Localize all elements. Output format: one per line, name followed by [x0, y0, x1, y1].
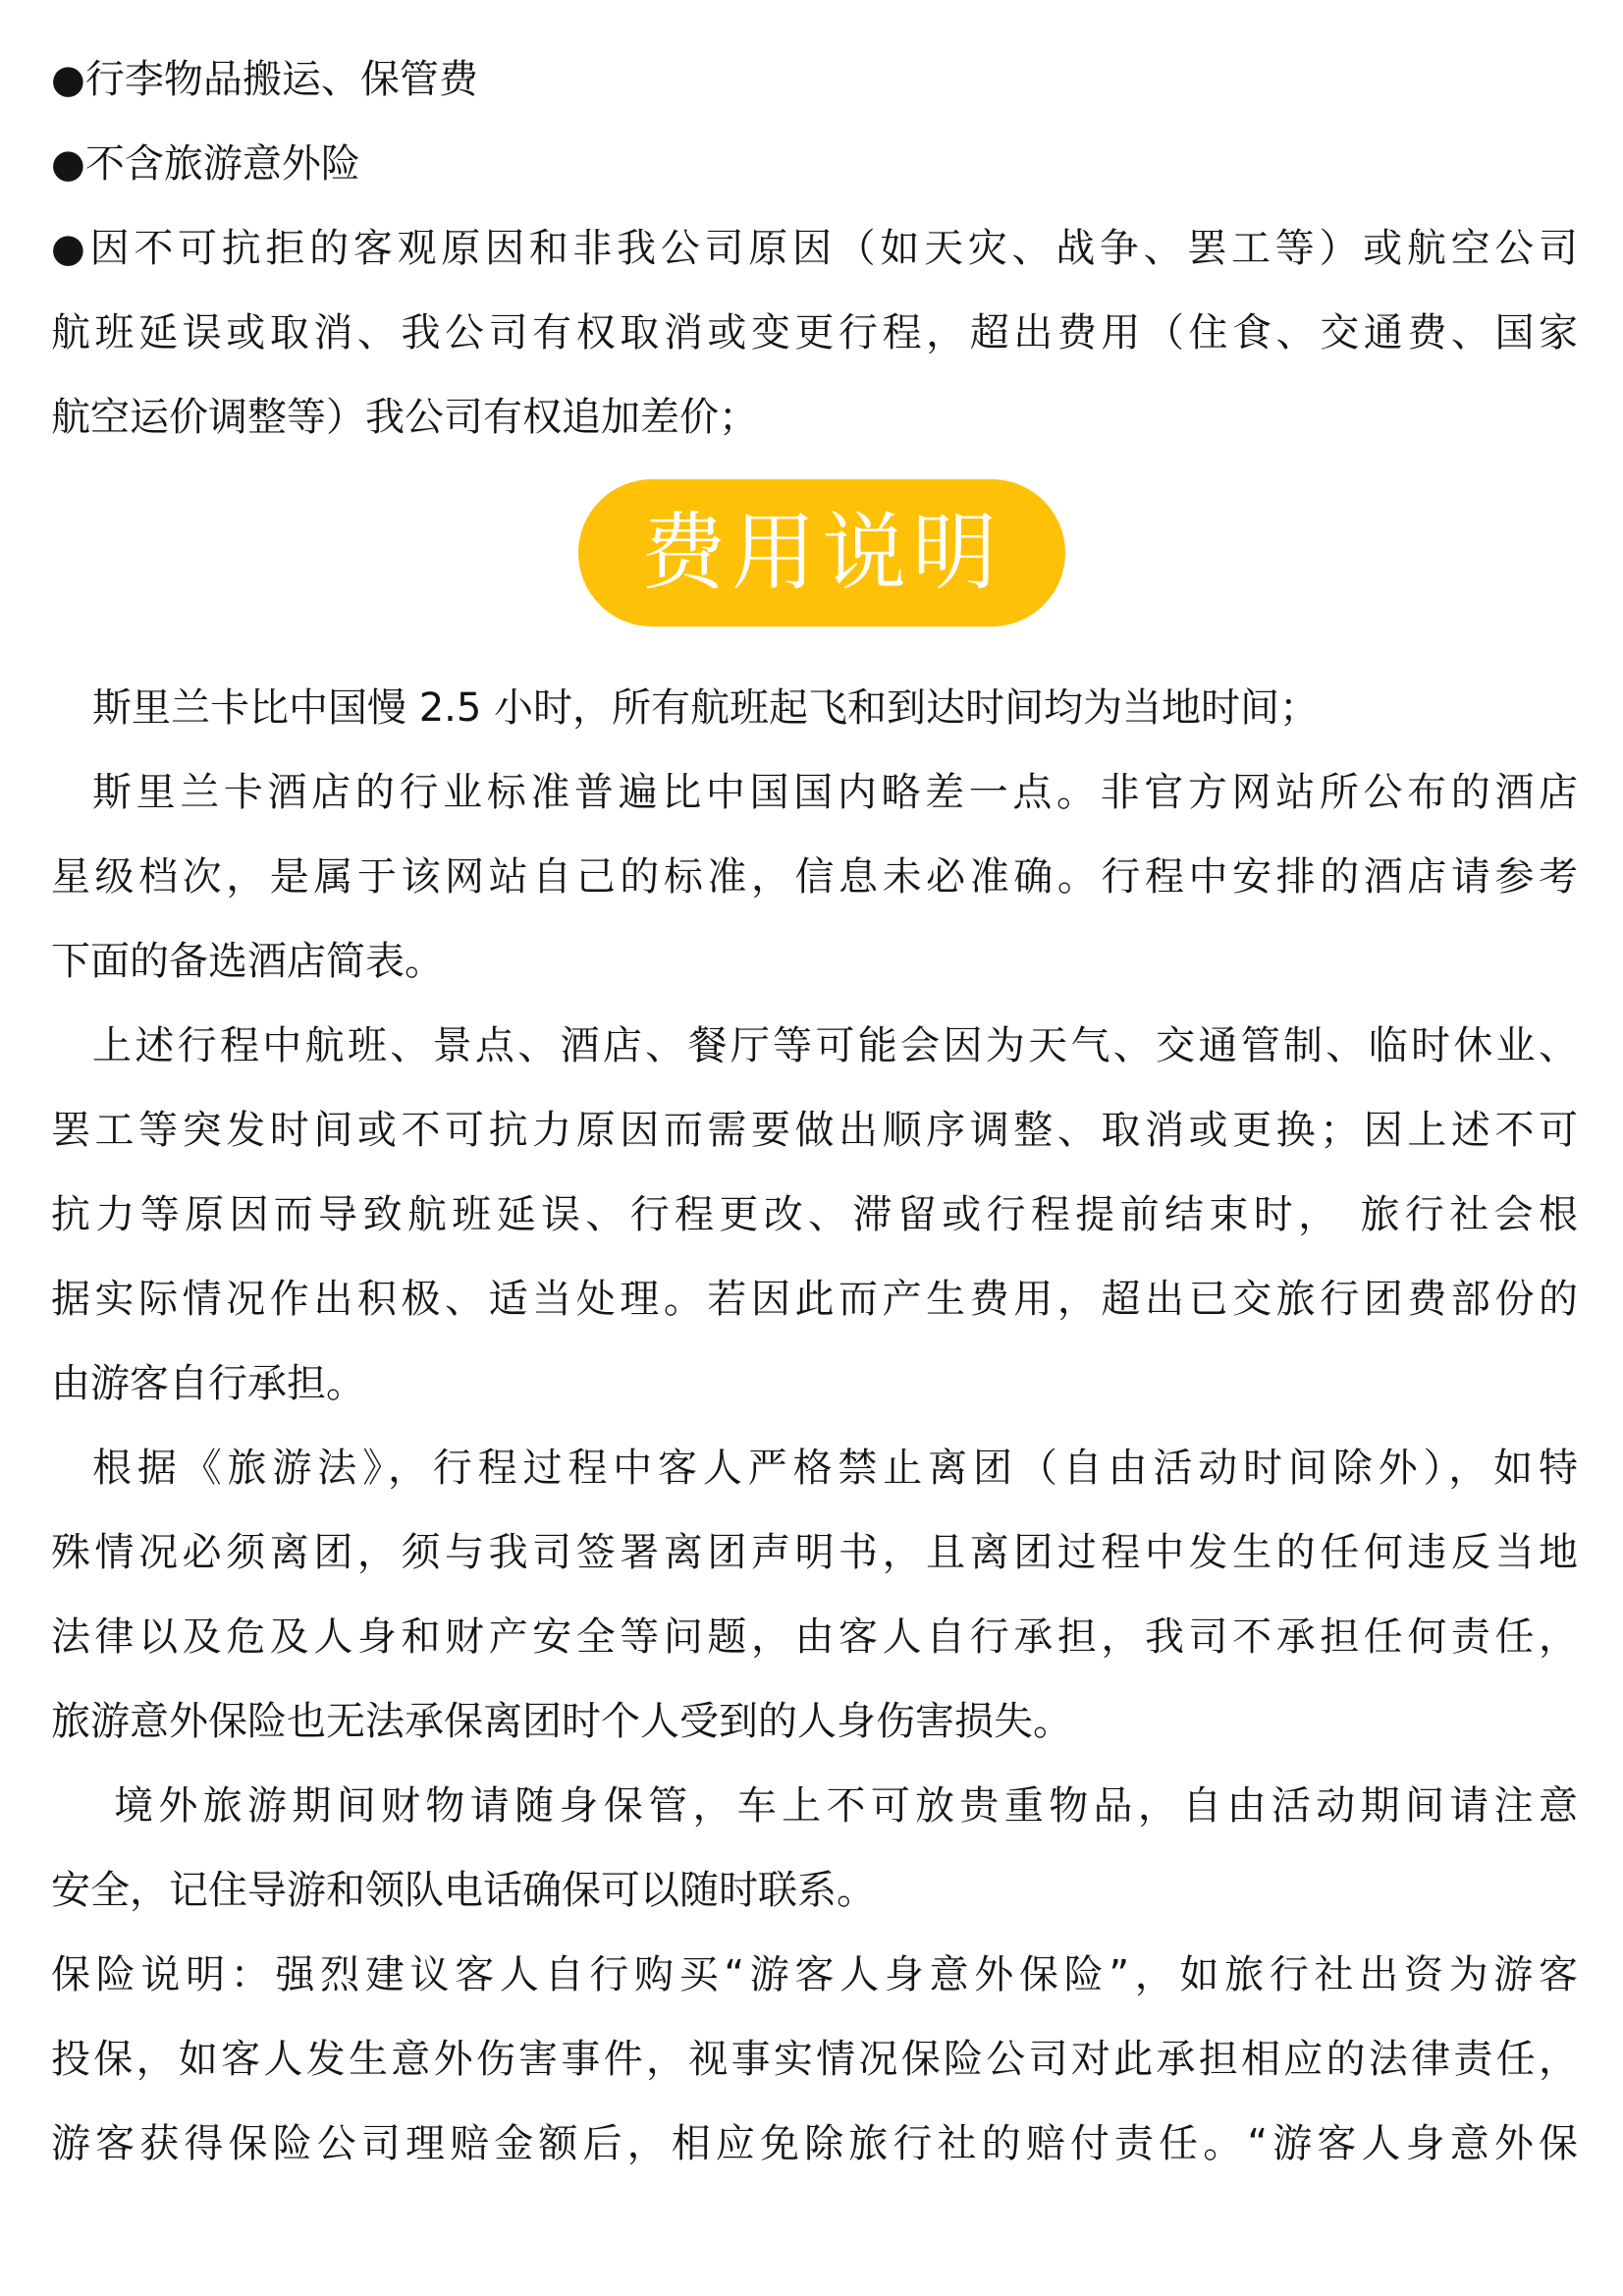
fee-notes [51, 666, 1578, 2186]
section-header [51, 479, 1578, 666]
paragraph-line: 境外旅游期间财物请随身保管，车上不可放贵重物品，自由活动期间请注意 [114, 1783, 1578, 1829]
exclusion-item-continued: 航班延误或取消、我公司有权取消或变更行程，超出费用（住食、交通费、国家 [51, 310, 1578, 355]
paragraph-hotels [51, 750, 1578, 1004]
paragraph-line: 游客获得保险公司理赔金额后，相应免除旅行社的赔付责任。“游客人身意外保 [51, 2121, 1578, 2166]
paragraph-line: 由游客自行承担。 [51, 1361, 365, 1406]
paragraph-line: 斯里兰卡比中国慢 2.5 小时，所有航班起飞和到达时间均为当地时间； [92, 685, 1320, 731]
paragraph-line: 罢工等突发时间或不可抗力原因而需要做出顺序调整、取消或更换；因上述不可 [51, 1108, 1578, 1153]
exclusions-list [51, 37, 1578, 460]
paragraph-changes [51, 1004, 1578, 1426]
paragraph-safety [51, 1764, 1578, 1933]
exclusion-item: ●因不可抗拒的客观原因和非我公司原因（如天灾、战争、罢工等）或航空公司 [51, 226, 1578, 271]
paragraph-line: 根据《旅游法》，行程过程中客人严格禁止离团（自由活动时间除外），如特 [92, 1446, 1578, 1491]
paragraph-line: 下面的备选酒店简表。 [51, 939, 444, 984]
paragraph-line: 殊情况必须离团，须与我司签署离团声明书，且离团过程中发生的任何违反当地 [51, 1530, 1578, 1575]
paragraph-timezone [51, 666, 1578, 750]
paragraph-line: 法律以及危及人身和财产安全等问题，由客人自行承担，我司不承担任何责任， [51, 1614, 1578, 1660]
paragraph-line: 安全，记住导游和领队电话确保可以随时联系。 [51, 1868, 876, 1913]
paragraph-line: 上述行程中航班、景点、酒店、餐厅等可能会因为天气、交通管制、临时休业、 [92, 1023, 1578, 1068]
exclusion-item: ●不含旅游意外险 [51, 141, 360, 187]
paragraph-line: 投保，如客人发生意外伤害事件，视事实情况保险公司对此承担相应的法律责任， [51, 2037, 1578, 2082]
paragraph-line: 抗力等原因而导致航班延误、行程更改、滞留或行程提前结束时， 旅行社会根 [51, 1192, 1578, 1237]
paragraph-line: 斯里兰卡酒店的行业标准普遍比中国国内略差一点。非官方网站所公布的酒店 [92, 770, 1578, 815]
paragraph-line: 星级档次，是属于该网站自己的标准，信息未必准确。行程中安排的酒店请参考 [51, 854, 1578, 900]
paragraph-tourism-law [51, 1426, 1578, 1764]
section-title-badge: 费用说明 [578, 479, 1065, 627]
paragraph-line: 据实际情况作出积极、适当处理。若因此而产生费用，超出已交旅行团费部份的 [51, 1277, 1578, 1322]
exclusion-item-continued: 航空运价调整等）我公司有权追加差价； [51, 395, 758, 440]
exclusion-item: ●行李物品搬运、保管费 [51, 57, 478, 102]
paragraph-line: 保险说明：强烈建议客人自行购买“游客人身意外保险”，如旅行社出资为游客 [51, 1952, 1578, 1997]
paragraph-line: 旅游意外保险也无法承保离团时个人受到的人身伤害损失。 [51, 1699, 1072, 1744]
paragraph-insurance [51, 1933, 1578, 2186]
document-page [51, 37, 1578, 2186]
